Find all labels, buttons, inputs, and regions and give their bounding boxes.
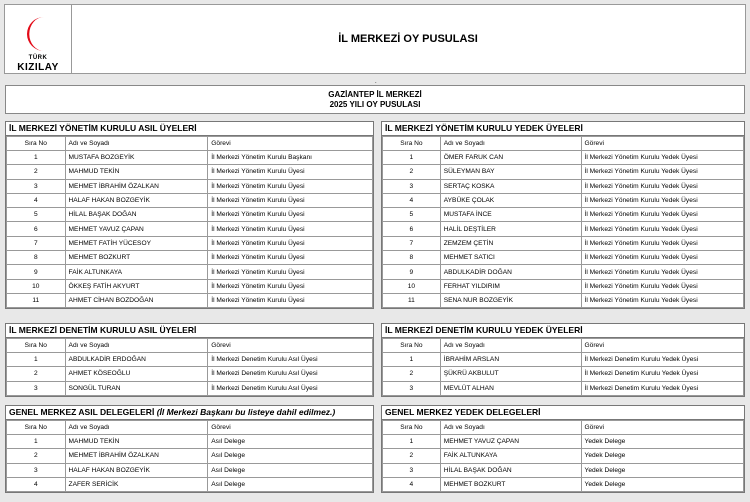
table-header-row xyxy=(7,339,373,353)
separator-mark: . xyxy=(375,79,377,85)
candidate-role: Asıl Delege xyxy=(208,477,373,491)
column-header-role: Görevi xyxy=(581,339,743,353)
candidate-name: ÖKKEŞ FATİH AKYURT xyxy=(65,279,208,293)
column-header-role: Görevi xyxy=(208,339,373,353)
row-number: 11 xyxy=(383,293,441,307)
candidate-role: İl Merkezi Yönetim Kurulu Yedek Üyesi xyxy=(581,236,743,250)
candidate-name: MEHMET İBRAHİM ÖZALKAN xyxy=(65,179,208,193)
table-row xyxy=(7,435,373,449)
candidate-role: İl Merkezi Yönetim Kurulu Yedek Üyesi xyxy=(581,279,743,293)
row-number: 9 xyxy=(383,265,441,279)
section-title-text: İL MERKEZİ DENETİM KURULU YEDEK ÜYELERİ xyxy=(385,325,583,335)
section-title-text: İL MERKEZİ YÖNETİM KURULU ASIL ÜYELERİ xyxy=(9,123,197,133)
candidate-name: FAİK ALTUNKAYA xyxy=(65,265,208,279)
column-header-name: Adı ve Soyadı xyxy=(440,421,581,435)
table-row xyxy=(7,179,373,193)
row-number: 2 xyxy=(7,165,66,179)
table-row xyxy=(383,151,744,165)
candidate-role: İl Merkezi Yönetim Kurulu Üyesi xyxy=(208,222,373,236)
row-number: 7 xyxy=(7,236,66,250)
candidate-role: İl Merkezi Yönetim Kurulu Üyesi xyxy=(208,251,373,265)
candidate-role: İl Merkezi Denetim Kurulu Asıl Üyesi xyxy=(208,353,373,367)
candidate-role: İl Merkezi Yönetim Kurulu Başkanı xyxy=(208,151,373,165)
column-header-no: Sıra No xyxy=(7,137,66,151)
section-title xyxy=(382,406,744,420)
table-row xyxy=(383,353,744,367)
table-row xyxy=(383,236,744,250)
section-yk-asil xyxy=(5,121,374,309)
row-number: 5 xyxy=(7,208,66,222)
row-number: 3 xyxy=(383,463,441,477)
table-row xyxy=(7,279,373,293)
row-number: 4 xyxy=(383,193,441,207)
row-number: 1 xyxy=(7,151,66,165)
section-title xyxy=(6,122,373,136)
table-row xyxy=(383,193,744,207)
candidate-role: İl Merkezi Yönetim Kurulu Üyesi xyxy=(208,293,373,307)
table-row xyxy=(383,165,744,179)
candidate-name: MEHMET BOZKURT xyxy=(440,477,581,491)
row-number: 7 xyxy=(383,236,441,250)
table-row xyxy=(7,463,373,477)
section-dk-asil xyxy=(5,323,374,397)
candidate-table xyxy=(6,136,373,308)
row-number: 6 xyxy=(7,222,66,236)
table-row xyxy=(383,293,744,307)
candidate-name: HALAF HAKAN BOZGEYİK xyxy=(65,193,208,207)
candidate-name: İBRAHİM ARSLAN xyxy=(440,353,581,367)
ballot-title-line-1: GAZİANTEP İL MERKEZİ xyxy=(328,90,422,99)
table-header-row xyxy=(383,137,744,151)
column-header-no: Sıra No xyxy=(7,339,66,353)
table-row xyxy=(383,463,744,477)
candidate-role: Asıl Delege xyxy=(208,435,373,449)
table-row xyxy=(7,367,373,381)
candidate-name: MAHMUD TEKİN xyxy=(65,435,208,449)
column-header-no: Sıra No xyxy=(383,339,441,353)
candidate-name: MEHMET YAVUZ ÇAPAN xyxy=(65,222,208,236)
candidate-role: İl Merkezi Yönetim Kurulu Üyesi xyxy=(208,265,373,279)
table-row xyxy=(7,477,373,491)
candidate-role: İl Merkezi Yönetim Kurulu Üyesi xyxy=(208,193,373,207)
table-row xyxy=(383,222,744,236)
candidate-name: AHMET KÖSEOĞLU xyxy=(65,367,208,381)
candidate-name: MAHMUD TEKİN xyxy=(65,165,208,179)
section-title xyxy=(382,324,744,338)
candidate-name: SENA NUR BOZGEYİK xyxy=(440,293,581,307)
row-number: 8 xyxy=(7,251,66,265)
candidate-name: SÜLEYMAN BAY xyxy=(440,165,581,179)
column-header-name: Adı ve Soyadı xyxy=(65,421,208,435)
section-note: (İl Merkezi Başkanı bu listeye dahil edilmez.) xyxy=(156,407,336,417)
row-number: 2 xyxy=(383,367,441,381)
table-header-row xyxy=(7,137,373,151)
row-number: 1 xyxy=(383,353,441,367)
ballot-title-line-2: 2025 YILI OY PUSULASI xyxy=(329,100,421,109)
column-header-name: Adı ve Soyadı xyxy=(440,137,581,151)
table-row xyxy=(383,477,744,491)
table-row xyxy=(383,279,744,293)
candidate-name: ABDULKADİR ERDOĞAN xyxy=(65,353,208,367)
table-row xyxy=(7,265,373,279)
candidate-name: ŞÜKRÜ AKBULUT xyxy=(440,367,581,381)
candidate-name: MUSTAFA İNCE xyxy=(440,208,581,222)
candidate-name: HALAF HAKAN BOZGEYİK xyxy=(65,463,208,477)
candidate-role: İl Merkezi Denetim Kurulu Yedek Üyesi xyxy=(581,381,743,395)
candidate-table xyxy=(382,420,744,492)
candidate-name: MEHMET İBRAHİM ÖZALKAN xyxy=(65,449,208,463)
candidate-table xyxy=(6,338,373,396)
candidate-role: İl Merkezi Yönetim Kurulu Yedek Üyesi xyxy=(581,165,743,179)
candidate-role: İl Merkezi Yönetim Kurulu Yedek Üyesi xyxy=(581,179,743,193)
candidate-name: HALİL DEŞTİLER xyxy=(440,222,581,236)
candidate-name: MEVLÜT ALHAN xyxy=(440,381,581,395)
candidate-role: İl Merkezi Yönetim Kurulu Yedek Üyesi xyxy=(581,293,743,307)
row-number: 2 xyxy=(383,165,441,179)
candidate-role: İl Merkezi Denetim Kurulu Yedek Üyesi xyxy=(581,353,743,367)
table-row xyxy=(7,449,373,463)
row-number: 4 xyxy=(7,477,66,491)
section-title xyxy=(6,406,373,420)
column-header-role: Görevi xyxy=(208,137,373,151)
table-row xyxy=(383,179,744,193)
table-row xyxy=(7,236,373,250)
section-title-text: İL MERKEZİ YÖNETİM KURULU YEDEK ÜYELERİ xyxy=(385,123,583,133)
row-number: 1 xyxy=(383,435,441,449)
row-number: 1 xyxy=(7,353,66,367)
row-number: 4 xyxy=(7,193,66,207)
row-number: 6 xyxy=(383,222,441,236)
row-number: 4 xyxy=(383,477,441,491)
row-number: 3 xyxy=(383,179,441,193)
candidate-role: Yedek Delege xyxy=(581,477,743,491)
section-yk-yedek xyxy=(381,121,745,309)
candidate-role: İl Merkezi Yönetim Kurulu Yedek Üyesi xyxy=(581,151,743,165)
column-header-no: Sıra No xyxy=(7,421,66,435)
column-header-name: Adı ve Soyadı xyxy=(440,339,581,353)
row-number: 2 xyxy=(383,449,441,463)
candidate-name: MEHMET SATICI xyxy=(440,251,581,265)
table-header-row xyxy=(383,339,744,353)
column-header-name: Adı ve Soyadı xyxy=(65,339,208,353)
row-number: 3 xyxy=(7,179,66,193)
crescent-icon xyxy=(22,15,54,53)
column-header-no: Sıra No xyxy=(383,421,441,435)
table-row xyxy=(7,222,373,236)
candidate-role: Asıl Delege xyxy=(208,449,373,463)
kizilay-logo xyxy=(5,5,72,73)
column-header-role: Görevi xyxy=(208,421,373,435)
section-dk-yedek xyxy=(381,323,745,397)
candidate-role: İl Merkezi Yönetim Kurulu Üyesi xyxy=(208,208,373,222)
candidate-name: FERHAT YILDIRIM xyxy=(440,279,581,293)
candidate-table xyxy=(382,338,744,396)
section-title xyxy=(382,122,744,136)
candidate-role: İl Merkezi Yönetim Kurulu Yedek Üyesi xyxy=(581,251,743,265)
table-row xyxy=(383,449,744,463)
section-title xyxy=(6,324,373,338)
candidate-name: ABDULKADİR DOĞAN xyxy=(440,265,581,279)
logo-text-kizilay: KIZILAY xyxy=(17,62,59,73)
column-header-no: Sıra No xyxy=(383,137,441,151)
table-row xyxy=(383,367,744,381)
candidate-role: İl Merkezi Yönetim Kurulu Yedek Üyesi xyxy=(581,193,743,207)
section-title-text: GENEL MERKEZ YEDEK DELEGELERİ xyxy=(385,407,541,417)
row-number: 9 xyxy=(7,265,66,279)
row-number: 3 xyxy=(7,463,66,477)
logo-text-turk: TÜRK xyxy=(28,55,48,61)
candidate-table xyxy=(6,420,373,492)
candidate-name: MEHMET BOZKURT xyxy=(65,251,208,265)
candidate-role: Asıl Delege xyxy=(208,463,373,477)
candidate-name: HİLAL BAŞAK DOĞAN xyxy=(440,463,581,477)
candidate-role: İl Merkezi Yönetim Kurulu Yedek Üyesi xyxy=(581,265,743,279)
candidate-role: İl Merkezi Yönetim Kurulu Üyesi xyxy=(208,279,373,293)
row-number: 1 xyxy=(7,435,66,449)
table-row xyxy=(7,151,373,165)
candidate-role: Yedek Delege xyxy=(581,463,743,477)
candidate-role: İl Merkezi Denetim Kurulu Asıl Üyesi xyxy=(208,367,373,381)
candidate-name: ZAFER SERİCİK xyxy=(65,477,208,491)
table-row xyxy=(383,435,744,449)
candidate-role: Yedek Delege xyxy=(581,435,743,449)
candidate-role: İl Merkezi Denetim Kurulu Asıl Üyesi xyxy=(208,381,373,395)
row-number: 3 xyxy=(383,381,441,395)
column-header-role: Görevi xyxy=(581,137,743,151)
candidate-role: İl Merkezi Yönetim Kurulu Üyesi xyxy=(208,236,373,250)
table-row xyxy=(383,251,744,265)
section-gm-asil xyxy=(5,405,374,493)
table-row xyxy=(7,293,373,307)
table-header-row xyxy=(7,421,373,435)
candidate-name: SERTAÇ KOSKA xyxy=(440,179,581,193)
row-number: 2 xyxy=(7,449,66,463)
section-title-text: İL MERKEZİ DENETİM KURULU ASIL ÜYELERİ xyxy=(9,325,197,335)
candidate-name: SONGÜL TURAN xyxy=(65,381,208,395)
candidate-name: HİLAL BAŞAK DOĞAN xyxy=(65,208,208,222)
table-row xyxy=(7,251,373,265)
table-header-row xyxy=(383,421,744,435)
candidate-table xyxy=(382,136,744,308)
candidate-name: AHMET CİHAN BOZDOĞAN xyxy=(65,293,208,307)
candidate-name: AYBÜKE ÇOLAK xyxy=(440,193,581,207)
candidate-role: İl Merkezi Yönetim Kurulu Üyesi xyxy=(208,179,373,193)
candidate-role: İl Merkezi Yönetim Kurulu Yedek Üyesi xyxy=(581,222,743,236)
candidate-name: MEHMET YAVUZ ÇAPAN xyxy=(440,435,581,449)
table-row xyxy=(7,208,373,222)
row-number: 1 xyxy=(383,151,441,165)
candidate-name: ÖMER FARUK CAN xyxy=(440,151,581,165)
candidate-name: ZEMZEM ÇETİN xyxy=(440,236,581,250)
table-row xyxy=(7,193,373,207)
row-number: 11 xyxy=(7,293,66,307)
candidate-role: İl Merkezi Denetim Kurulu Yedek Üyesi xyxy=(581,367,743,381)
row-number: 2 xyxy=(7,367,66,381)
table-row xyxy=(383,265,744,279)
section-title-text: GENEL MERKEZ ASIL DELEGELERİ xyxy=(9,407,155,417)
table-row xyxy=(383,381,744,395)
row-number: 3 xyxy=(7,381,66,395)
candidate-name: MEHMET FATİH YÜCESOY xyxy=(65,236,208,250)
column-header-name: Adı ve Soyadı xyxy=(65,137,208,151)
row-number: 10 xyxy=(7,279,66,293)
candidate-role: Yedek Delege xyxy=(581,449,743,463)
candidate-role: İl Merkezi Yönetim Kurulu Üyesi xyxy=(208,165,373,179)
table-row xyxy=(383,208,744,222)
document-header xyxy=(4,4,746,74)
candidate-name: FAİK ALTUNKAYA xyxy=(440,449,581,463)
row-number: 10 xyxy=(383,279,441,293)
row-number: 5 xyxy=(383,208,441,222)
table-row xyxy=(7,165,373,179)
table-row xyxy=(7,381,373,395)
column-header-role: Görevi xyxy=(581,421,743,435)
page-title: İL MERKEZİ OY PUSULASI xyxy=(338,33,478,45)
candidate-role: İl Merkezi Yönetim Kurulu Yedek Üyesi xyxy=(581,208,743,222)
candidate-name: MUSTAFA BOZGEYİK xyxy=(65,151,208,165)
section-gm-yedek xyxy=(381,405,745,493)
table-row xyxy=(7,353,373,367)
ballot-title-box xyxy=(5,85,745,114)
row-number: 8 xyxy=(383,251,441,265)
